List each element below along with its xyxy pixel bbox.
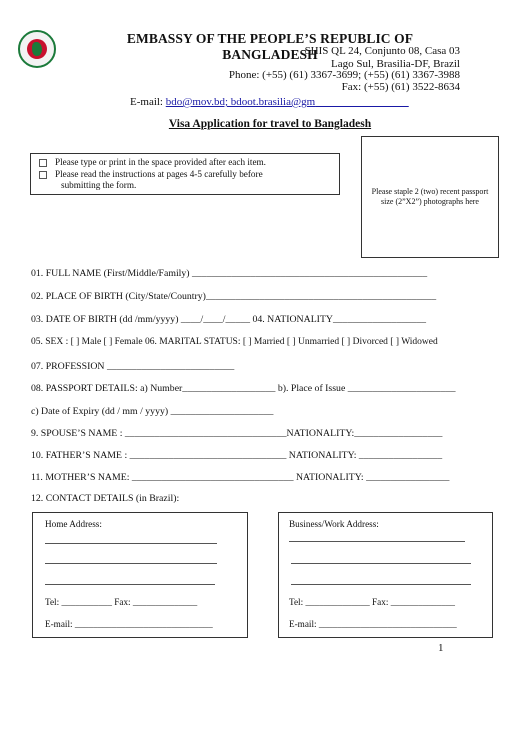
field-father[interactable]: 10. FATHER’S NAME : ________________________________ NATIONALITY: _________________ xyxy=(31,450,443,461)
field-contact-heading: 12. CONTACT DETAILS (in Brazil): xyxy=(31,493,180,504)
field-spouse[interactable]: 9. SPOUSE’S NAME : _________________________________NATIONALITY:__________________ xyxy=(31,428,443,439)
instructions-box xyxy=(30,153,340,195)
work-address-line[interactable] xyxy=(289,541,465,542)
field-mother[interactable]: 11. MOTHER’S NAME: _________________________________ NATIONALITY: _________________ xyxy=(31,472,450,483)
home-address-line[interactable] xyxy=(45,543,217,544)
email-line xyxy=(130,96,409,108)
document-title: Visa Application for travel to Bangladesh xyxy=(168,118,372,130)
phone-line: Phone: (+55) (61) 3367-3699; (+55) (61) 3367-3988 xyxy=(228,69,460,81)
work-address-box xyxy=(278,512,493,638)
home-address-label: Home Address: xyxy=(45,519,102,529)
fax-line: Fax: (+55) (61) 3522-8634 xyxy=(341,81,460,93)
work-email[interactable]: E-mail: ______________________________ xyxy=(289,619,457,629)
checkbox-icon xyxy=(39,171,47,179)
home-address-line[interactable] xyxy=(45,563,217,564)
field-passport-expiry[interactable]: c) Date of Expiry (dd / mm / yyyy) _____________________ xyxy=(31,406,274,417)
home-address-box xyxy=(32,512,248,638)
field-place-of-birth[interactable]: 02. PLACE OF BIRTH (City/State/Country)_______________________________________________ xyxy=(31,291,437,302)
photo-box xyxy=(361,136,499,258)
home-address-line[interactable] xyxy=(45,584,215,585)
field-date-of-birth[interactable]: 03. DATE OF BIRTH (dd /mm/yyyy) ____/____/_____ 04. NATIONALITY___________________ xyxy=(31,314,427,325)
work-address-label: Business/Work Address: xyxy=(289,519,379,529)
address-line-2: Lago Sul, Brasilia-DF, Brazil xyxy=(331,58,460,70)
checkbox-icon xyxy=(39,159,47,167)
photo-instruction: Please staple 2 (two) recent passport size (2”X2”) photographs here xyxy=(371,187,489,206)
instruction-item-2 xyxy=(39,169,263,180)
work-address-line[interactable] xyxy=(291,563,471,564)
address-line-1: SHIS QL 24, Conjunto 08, Casa 03 xyxy=(304,45,460,57)
field-passport[interactable]: 08. PASSPORT DETAILS: a) Number___________________ b). Place of Issue ______________________ xyxy=(31,383,456,394)
field-full-name[interactable]: 01. FULL NAME (First/Middle/Family) ________________________________________________ xyxy=(31,268,428,279)
work-tel-fax[interactable]: Tel: ______________ Fax: ______________ xyxy=(289,597,456,607)
email-link-trail: _________________ xyxy=(315,96,409,108)
home-tel-fax[interactable]: Tel: ___________ Fax: ______________ xyxy=(45,597,198,607)
instruction-text-2-cont: submitting the form. xyxy=(61,180,137,190)
embassy-title: EMBASSY OF THE PEOPLE’S REPUBLIC OF BANGLADESH xyxy=(126,31,414,62)
email-label: E-mail: xyxy=(130,96,163,108)
instruction-text-2: Please read the instructions at pages 4-5 carefully before xyxy=(55,169,263,179)
field-sex-marital[interactable]: 05. SEX : [ ] Male [ ] Female 06. MARITAL STATUS: [ ] Married [ ] Unmarried [ ] Divorced [ ] Widowed xyxy=(31,337,438,347)
instruction-text-1: Please type or print in the space provided after each item. xyxy=(55,157,266,167)
embassy-seal-logo xyxy=(18,30,56,68)
email-link[interactable]: bdo@mov.bd; bdoot.brasilia@gm xyxy=(165,96,316,108)
home-email[interactable]: E-mail: ______________________________ xyxy=(45,619,213,629)
seal-map-shape xyxy=(32,42,42,56)
page-number: 1 xyxy=(438,642,444,654)
work-address-line[interactable] xyxy=(291,584,471,585)
instruction-item-1 xyxy=(39,157,266,168)
field-profession[interactable]: 07. PROFESSION __________________________ xyxy=(31,361,235,372)
